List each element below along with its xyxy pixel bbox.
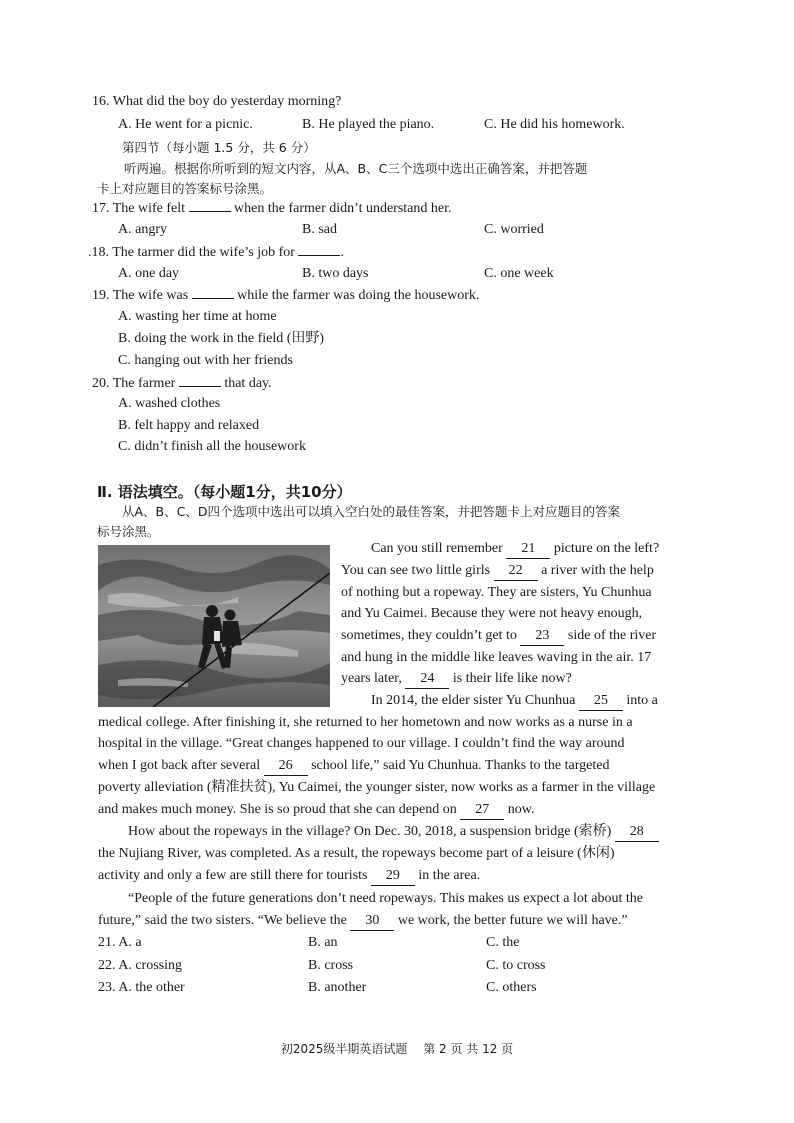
blank-24: 24 <box>405 670 449 689</box>
q18-stem-pre: .18. The tarmer did the wife’s job for <box>88 245 295 260</box>
q19-option-b: B. doing the work in the field (田野) <box>118 331 325 346</box>
q20-option-c: C. didn’t finish all the housework <box>118 439 306 454</box>
q16-option-a: A. He went for a picnic. <box>118 117 253 132</box>
passage-text: sometimes, they couldn’t get to <box>341 628 517 643</box>
passage-text: years later, <box>341 671 402 686</box>
q18-stem <box>88 243 344 262</box>
passage-line-18 <box>98 912 628 931</box>
passage-line-12: poverty alleviation (精准扶贫), Yu Caimei, the younger sister, now works as a farmer in the village <box>98 780 656 795</box>
q19-option-c: C. hanging out with her friends <box>118 353 293 368</box>
q19-stem <box>92 286 479 305</box>
passage-line-14 <box>128 823 659 842</box>
q22-option-c: C. to cross <box>486 958 546 973</box>
q17-stem-pre: 17. The wife felt <box>92 201 186 216</box>
passage-text: now. <box>507 802 535 817</box>
q20-blank <box>179 374 221 387</box>
passage-text: In 2014, the elder sister Yu Chunhua <box>371 693 576 708</box>
section2-instruction-line1: 从A、B、C、D四个选项中选出可以填入空白处的最佳答案，并把答题卡上对应题目的答案 <box>122 504 620 519</box>
passage-line-16 <box>98 867 480 886</box>
passage-text: in the area. <box>418 868 481 883</box>
q23-option-a: 23. A. the other <box>98 980 185 995</box>
passage-text: and makes much money. She is so proud that she can depend on <box>98 802 457 817</box>
q18-option-b: B. two days <box>302 266 369 281</box>
q19-blank <box>192 286 234 299</box>
passage-line-17: “People of the future generations don’t need ropeways. This makes us expect a lot about the <box>128 891 643 906</box>
q17-stem-post: when the farmer didn’t understand her. <box>234 201 452 216</box>
q18-stem-post: . <box>340 245 344 260</box>
blank-22: 22 <box>494 562 538 581</box>
section2-instruction-line2: 标号涂黑。 <box>97 524 160 539</box>
blank-27: 27 <box>460 801 504 820</box>
q20-stem-post: that day. <box>224 376 272 391</box>
q19-option-a: A. wasting her time at home <box>118 309 277 324</box>
blank-23: 23 <box>520 627 564 646</box>
passage-line-5 <box>341 627 656 646</box>
passage-text: Can you still remember <box>371 541 503 556</box>
q16-option-c: C. He did his homework. <box>484 117 625 132</box>
passage-line-4: and Yu Caimei. Because they were not heavy enough, <box>341 606 643 621</box>
blank-21: 21 <box>506 540 550 559</box>
blank-26: 26 <box>264 757 308 776</box>
passage-text: You can see two little girls <box>341 563 491 578</box>
passage-line-15: the Nujiang River, was completed. As a result, the ropeways become part of a leisure (休闲) <box>98 846 615 861</box>
passage-line-10: hospital in the village. “Great changes happened to our village. I couldn’t find the way around <box>98 736 625 751</box>
page-footer <box>0 1040 794 1057</box>
q21-option-a: 21. A. a <box>98 935 142 950</box>
passage-line-3: of nothing but a ropeway. They are sisters, Yu Chunhua <box>341 585 652 600</box>
q23-option-c: C. others <box>486 980 537 995</box>
passage-line-1 <box>371 540 659 559</box>
q16-stem: 16. What did the boy do yesterday morning? <box>92 94 342 109</box>
passage-text: a river with the help <box>541 563 654 578</box>
q18-blank <box>298 243 340 256</box>
passage-text: activity and only a few are still there for tourists <box>98 868 368 883</box>
part4-instruction-line1: 听两遍。根据你所听到的短文内容，从A、B、C三个选项中选出正确答案，并把答题 <box>124 161 588 176</box>
passage-text: school life,” said Yu Chunhua. Thanks to the targeted <box>311 758 610 773</box>
q17-option-a: A. angry <box>118 222 167 237</box>
blank-25: 25 <box>579 692 623 711</box>
passage-text: future,” said the two sisters. “We believe the <box>98 913 347 928</box>
q19-stem-post: while the farmer was doing the housework. <box>237 288 480 303</box>
section2-title: Ⅱ. 语法填空。（每小题1分，共10分） <box>97 483 352 501</box>
passage-text: picture on the left? <box>553 541 660 556</box>
passage-line-9: medical college. After finishing it, she returned to her hometown and now works as a nurse in a <box>98 715 633 730</box>
passage-text: we work, the better future we will have.” <box>397 913 628 928</box>
blank-28: 28 <box>615 823 659 842</box>
blank-30: 30 <box>350 912 394 931</box>
passage-line-2 <box>341 562 654 581</box>
q23-option-b: B. another <box>308 980 367 995</box>
q16-option-b: B. He played the piano. <box>302 117 435 132</box>
passage-line-7 <box>341 670 572 689</box>
footer-exam-title: 初2025级半期英语试题 <box>280 1042 408 1056</box>
q22-option-b: B. cross <box>308 958 354 973</box>
q17-option-c: C. worried <box>484 222 544 237</box>
ropeway-photo <box>98 545 330 707</box>
q20-option-b: B. felt happy and relaxed <box>118 418 260 433</box>
blank-29: 29 <box>371 867 415 886</box>
q19-stem-pre: 19. The wife was <box>92 288 189 303</box>
part4-title: 第四节（每小题 1.5 分，共 6 分） <box>122 140 316 155</box>
q17-blank <box>189 199 231 212</box>
q20-option-a: A. washed clothes <box>118 396 221 411</box>
passage-text: side of the river <box>567 628 657 643</box>
q22-option-a: 22. A. crossing <box>98 958 182 973</box>
passage-text: How about the ropeways in the village? On Dec. 30, 2018, a suspension bridge (索桥) <box>128 824 612 839</box>
q21-option-b: B. an <box>308 935 338 950</box>
q20-stem <box>92 374 272 393</box>
part4-instruction-line2: 卡上对应题目的答案标号涂黑。 <box>97 181 273 196</box>
q18-option-a: A. one day <box>118 266 180 281</box>
passage-line-8 <box>371 692 658 711</box>
passage-text: is their life like now? <box>452 671 572 686</box>
q18-option-c: C. one week <box>484 266 554 281</box>
q17-option-b: B. sad <box>302 222 337 237</box>
footer-page-number: 第 2 页 共 12 页 <box>423 1042 514 1056</box>
passage-line-11 <box>98 757 609 776</box>
passage-line-13 <box>98 801 534 820</box>
passage-line-6: and hung in the middle like leaves waving in the air. 17 <box>341 650 652 665</box>
q21-option-c: C. the <box>486 935 520 950</box>
q20-stem-pre: 20. The farmer <box>92 376 176 391</box>
passage-text: when I got back after several <box>98 758 261 773</box>
q17-stem <box>92 199 452 218</box>
passage-text: into a <box>626 693 658 708</box>
